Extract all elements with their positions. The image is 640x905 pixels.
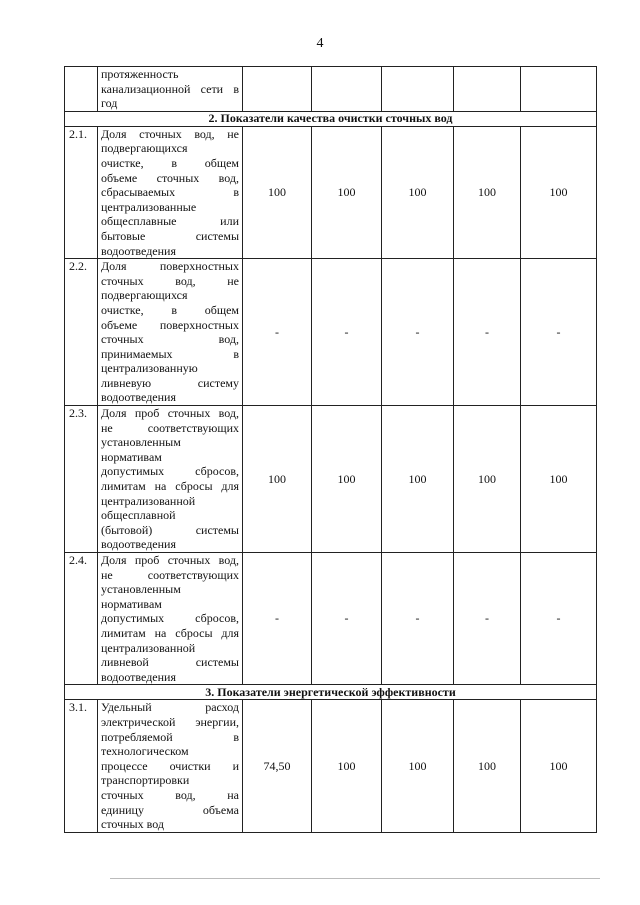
description-line: подвергающихся xyxy=(101,141,188,156)
description-line: допустимых сбросов, xyxy=(101,611,239,626)
section-header-row xyxy=(65,685,597,700)
description-line: Доля проб сточных вод, xyxy=(101,406,239,421)
description-line: водоотведения xyxy=(101,537,176,552)
indicator-value xyxy=(521,67,597,112)
indicator-value: - xyxy=(454,553,521,685)
description-line: подвергающихся xyxy=(101,288,188,303)
indicator-value: - xyxy=(521,259,597,406)
description-line: допустимых сбросов, xyxy=(101,464,239,479)
row-number: 2.3. xyxy=(65,406,98,553)
description-line: объеме поверхностных xyxy=(101,317,239,332)
description-line: (бытовой) системы xyxy=(101,522,239,537)
indicator-value: 100 xyxy=(454,700,521,832)
indicator-value: 100 xyxy=(312,406,382,553)
description-line: лимитам на сбросы для xyxy=(101,479,239,494)
indicator-value: 100 xyxy=(243,406,312,553)
indicator-value: - xyxy=(382,553,454,685)
indicator-value xyxy=(243,67,312,112)
indicator-description xyxy=(98,67,243,112)
table-row xyxy=(65,126,597,258)
indicator-description xyxy=(98,259,243,406)
description-line: водоотведения xyxy=(101,390,176,405)
section-title: 3. Показатели энергетической эффективности xyxy=(65,685,597,700)
description-line: сбрасываемых в xyxy=(101,185,239,200)
indicator-value xyxy=(382,67,454,112)
description-line: бытовые системы xyxy=(101,228,239,243)
description-line: объеме сточных вод, xyxy=(101,170,239,185)
description-line: ливневую систему xyxy=(101,375,239,390)
description-line: централизованные xyxy=(101,199,197,214)
description-line: централизованной xyxy=(101,493,196,508)
indicator-value: 100 xyxy=(382,126,454,258)
indicator-description xyxy=(98,126,243,258)
description-line: централизованной xyxy=(101,640,196,655)
indicator-value: 100 xyxy=(521,126,597,258)
description-line: нормативам xyxy=(101,449,162,464)
row-number: 2.1. xyxy=(65,126,98,258)
indicator-value: - xyxy=(382,259,454,406)
description-line: год xyxy=(101,96,118,111)
indicator-value: - xyxy=(521,553,597,685)
section-title: 2. Показатели качества очистки сточных вод xyxy=(65,111,597,126)
description-line: технологическом xyxy=(101,744,189,759)
description-line: ливневой системы xyxy=(101,655,239,670)
description-line: установленным xyxy=(101,582,181,597)
page-number: 4 xyxy=(316,36,324,51)
table-row xyxy=(65,67,597,112)
table-row xyxy=(65,406,597,553)
description-line: нормативам xyxy=(101,596,162,611)
description-line: протяженность xyxy=(101,67,179,81)
description-line: Доля поверхностных xyxy=(101,259,239,274)
indicator-description xyxy=(98,700,243,832)
indicator-value: 100 xyxy=(382,700,454,832)
description-line: не соответствующих xyxy=(101,420,239,435)
indicator-value: 74,50 xyxy=(243,700,312,832)
description-line: не соответствующих xyxy=(101,567,239,582)
indicator-value: - xyxy=(243,259,312,406)
description-line: общесплавные или xyxy=(101,214,239,229)
description-line: водоотведения xyxy=(101,243,176,258)
indicators-table xyxy=(64,66,597,833)
indicator-description xyxy=(98,406,243,553)
indicator-value: - xyxy=(312,553,382,685)
indicator-value: 100 xyxy=(521,406,597,553)
page-edge-line xyxy=(110,878,600,879)
description-line: сточных вод xyxy=(101,817,164,832)
table-row xyxy=(65,700,597,832)
description-line: установленным xyxy=(101,435,181,450)
indicator-value: 100 xyxy=(243,126,312,258)
indicator-description xyxy=(98,553,243,685)
indicator-value: 100 xyxy=(312,126,382,258)
indicator-value: 100 xyxy=(382,406,454,553)
table-row xyxy=(65,553,597,685)
description-line: электрической энергии, xyxy=(101,714,239,729)
section-header-row xyxy=(65,111,597,126)
description-line: Доля проб сточных вод, xyxy=(101,553,239,567)
table-row xyxy=(65,259,597,406)
row-number: 2.2. xyxy=(65,259,98,406)
description-line: общесплавной xyxy=(101,508,176,523)
description-line: лимитам на сбросы для xyxy=(101,625,239,640)
description-line: транспортировки xyxy=(101,773,190,788)
table-body xyxy=(65,67,597,833)
description-line: очистке, в общем xyxy=(101,302,239,317)
row-number xyxy=(65,67,98,112)
indicator-value: 100 xyxy=(454,126,521,258)
indicator-value: 100 xyxy=(454,406,521,553)
description-line: очистке, в общем xyxy=(101,155,239,170)
description-line: канализационной сети в xyxy=(101,81,239,96)
description-line: Доля сточных вод, не xyxy=(101,126,239,141)
indicator-value: - xyxy=(243,553,312,685)
indicator-value: 100 xyxy=(312,700,382,832)
description-line: принимаемых в xyxy=(101,346,239,361)
row-number: 2.4. xyxy=(65,553,98,685)
description-line: процессе очистки и xyxy=(101,758,239,773)
description-line: сточных вод, не xyxy=(101,273,239,288)
indicator-value: - xyxy=(454,259,521,406)
indicator-value xyxy=(454,67,521,112)
description-line: централизованную xyxy=(101,361,198,376)
description-line: сточных вод, на xyxy=(101,787,239,802)
indicator-value: - xyxy=(312,259,382,406)
description-line: единицу объема xyxy=(101,802,239,817)
description-line: водоотведения xyxy=(101,669,176,684)
row-number: 3.1. xyxy=(65,700,98,832)
indicator-value: 100 xyxy=(521,700,597,832)
indicator-value xyxy=(312,67,382,112)
description-line: потребляемой в xyxy=(101,729,239,744)
description-line: Удельный расход xyxy=(101,700,239,715)
description-line: сточных вод, xyxy=(101,332,239,347)
